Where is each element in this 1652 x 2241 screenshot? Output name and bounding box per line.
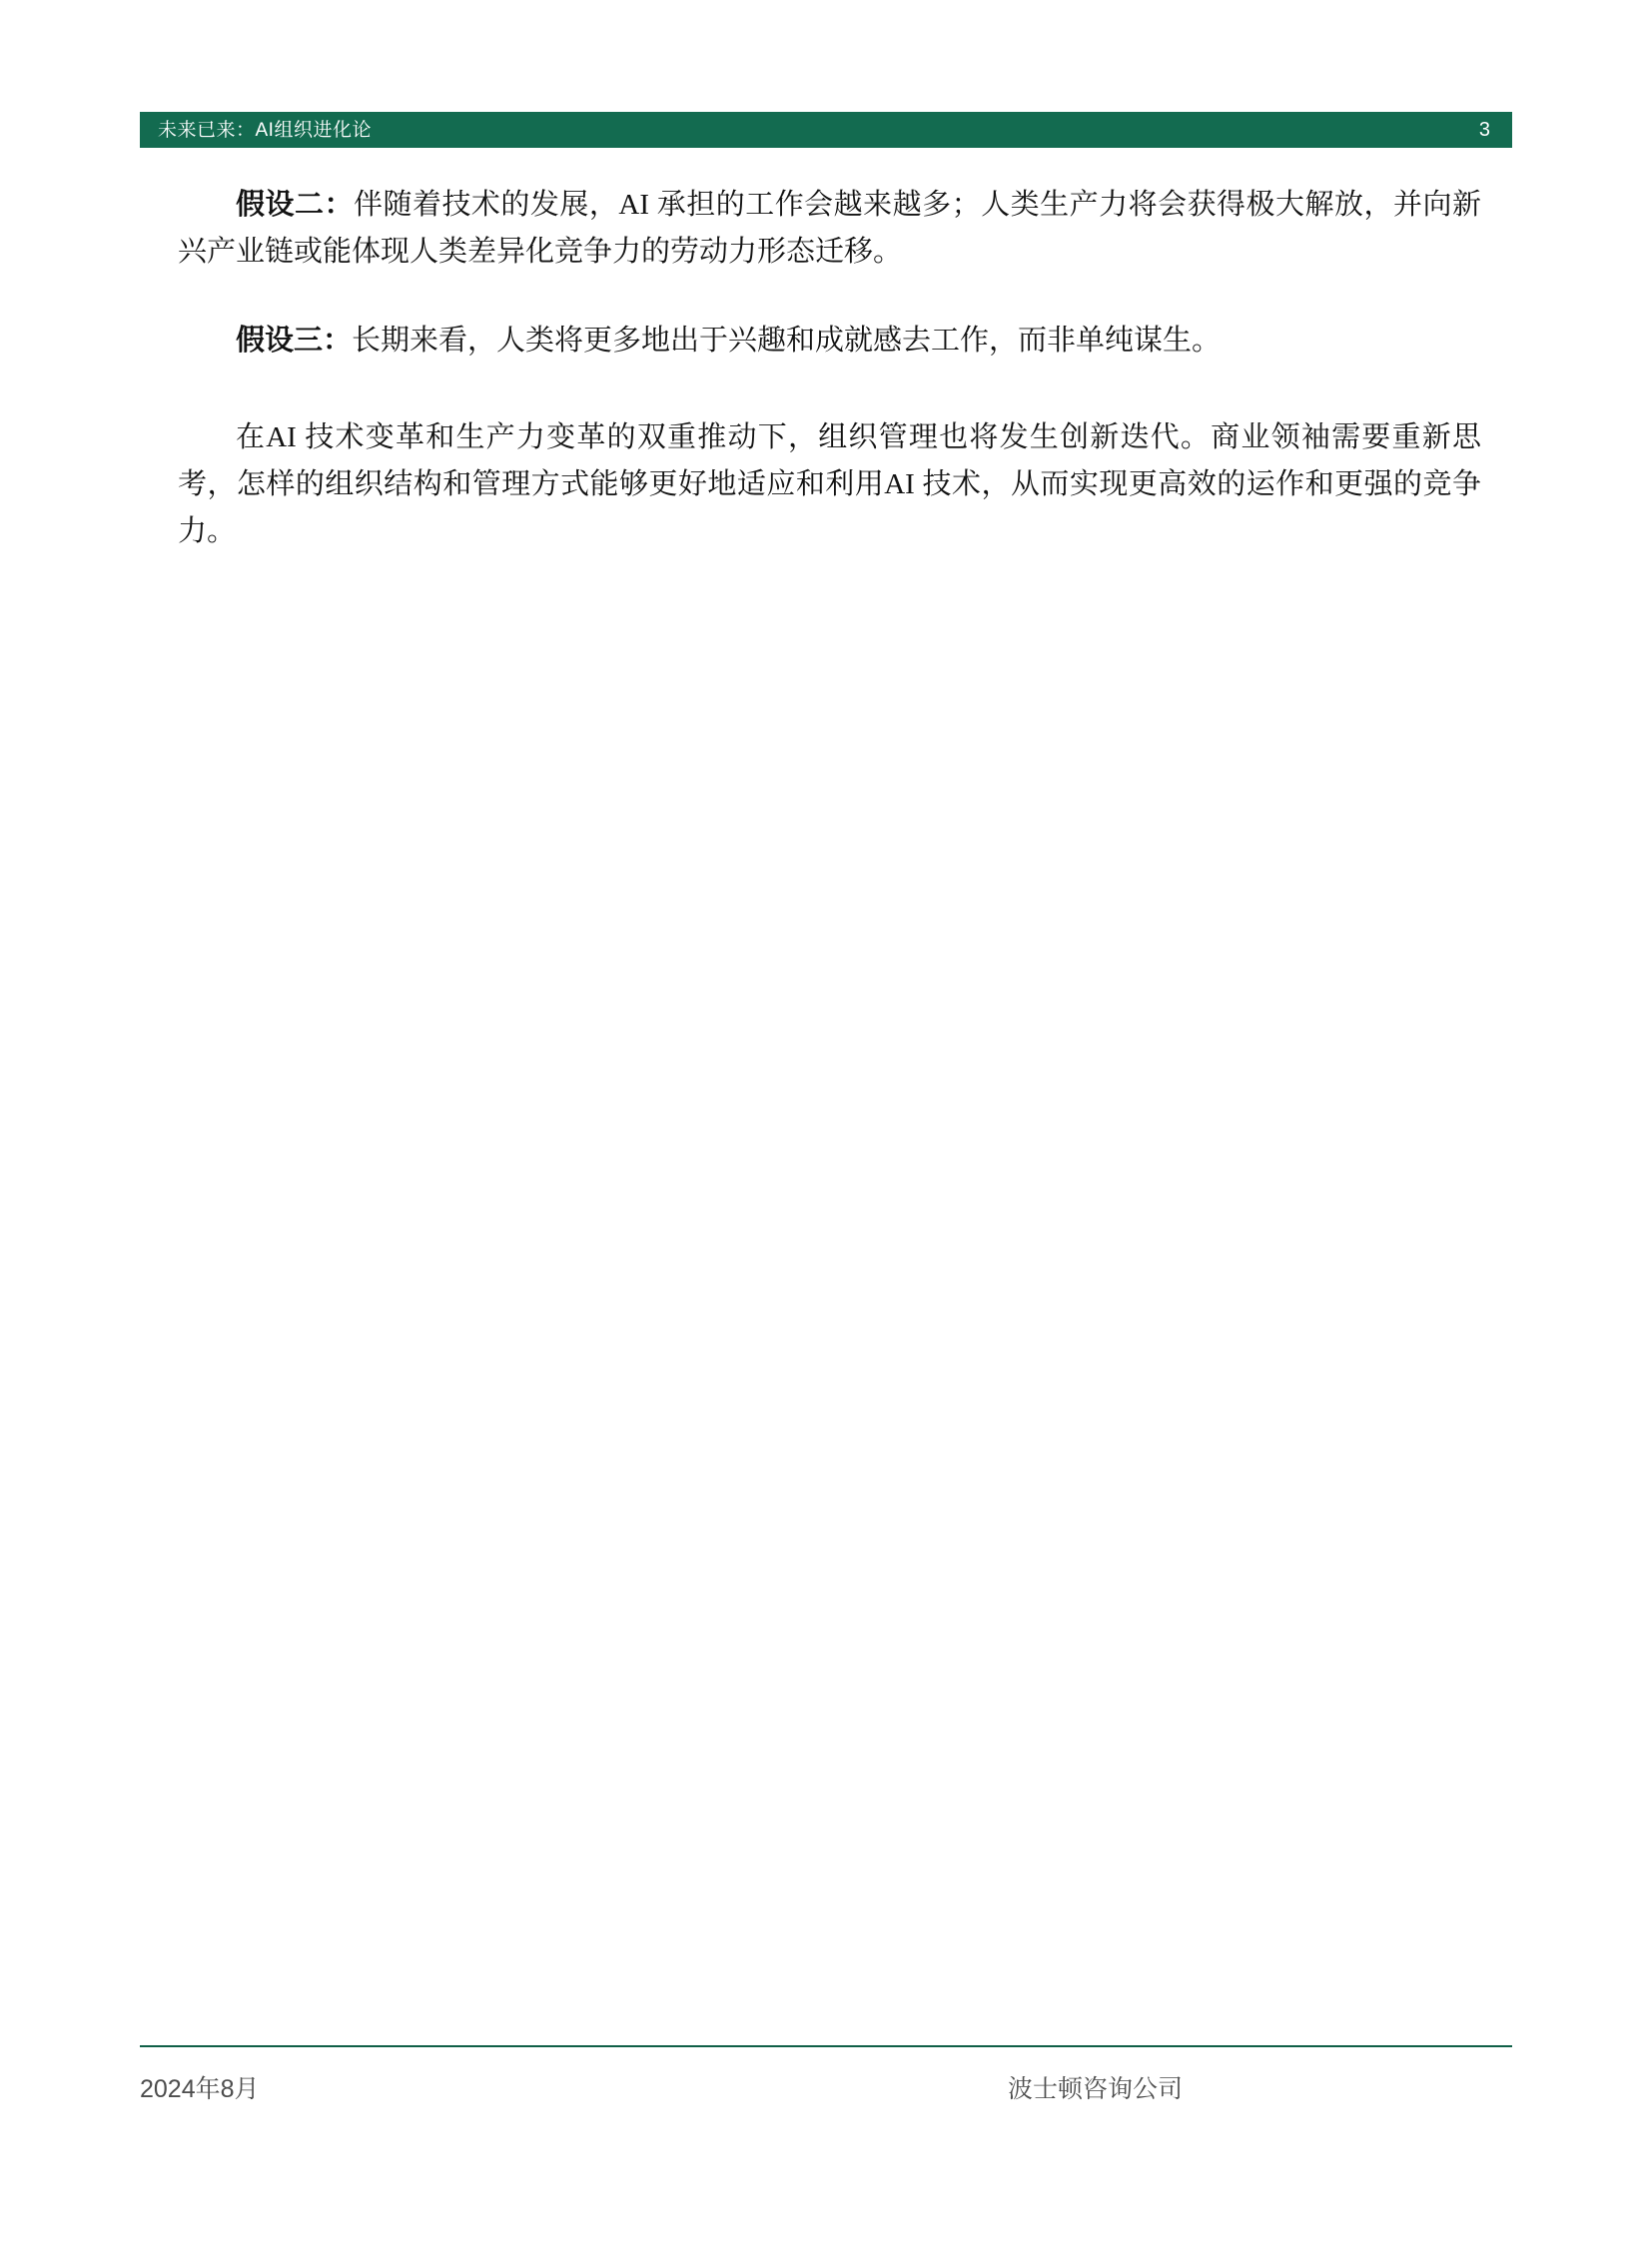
paragraph-spacer [178,392,1481,414]
header-page-number: 3 [1478,119,1490,141]
paragraph-spacer [178,304,1481,318]
paragraph-text: 在AI 技术变革和生产力变革的双重推动下，组织管理也将发生创新迭代。商业领袖需要重新思考，怎样的组织结构和管理方式能够更好地适应和利用AI 技术，从而实现更高效的运作和更强的竞争力。 [178,420,1481,547]
paragraph-conclusion [178,414,1481,555]
document-body [178,182,1481,555]
paragraph-assumption-three [178,318,1481,365]
paragraph-lead-label: 假设二： [236,189,354,221]
paragraph-assumption-two [178,182,1481,276]
paragraph-text: 伴随着技术的发展，AI 承担的工作会越来越多；人类生产力将会获得极大解放，并向新兴产业链或能体现人类差异化竞争力的劳动力形态迁移。 [178,189,1481,268]
footer-company: 波士顿咨询公司 [1007,2075,1183,2103]
paragraph-text: 长期来看，人类将更多地出于兴趣和成就感去工作，而非单纯谋生。 [352,324,1222,357]
header-title: 未来已来：AI组织进化论 [158,119,372,141]
page-footer [140,2069,1512,2105]
page-header-bar [140,112,1512,148]
paragraph-lead-label: 假设三： [236,324,353,357]
footer-date: 2024年8月 [140,2075,260,2103]
footer-divider [140,2045,1512,2047]
